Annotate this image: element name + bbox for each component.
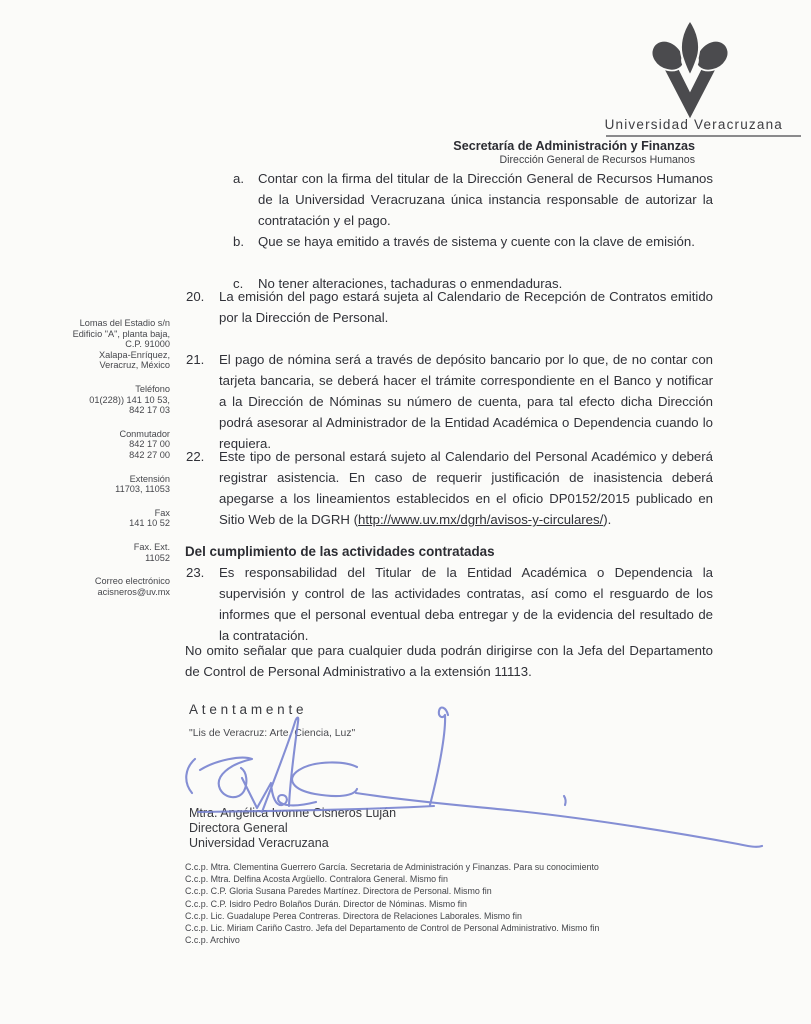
letterhead-rule: [606, 135, 801, 137]
signer-block: [189, 806, 396, 851]
list-marker: b.: [233, 234, 244, 249]
item-text: El pago de nómina será a través de depósito bancario por lo que, de no contar con tarjeta bancaria, se deberá hacer el trámite correspondiente en el Banco y notificar a la Dirección de Nóminas su número de cuenta, para tal efecto dicha Dirección podrá asesorar al Administrador de la Entidad Académica o Dependencia cuando lo requiera.: [219, 352, 713, 451]
contact-label: Conmutador: [119, 428, 170, 439]
numbered-item-22: [186, 446, 713, 530]
cc-line: C.c.p. Mtra. Delfina Acosta Argüello. Contralora General. Mismo fin: [185, 874, 448, 885]
item-number: 22.: [186, 449, 205, 464]
cc-line: C.c.p. C.P. Gloria Susana Paredes Martínez. Directora de Personal. Mismo fin: [185, 886, 492, 897]
contact-value: acisneros@uv.mx: [97, 586, 170, 597]
contact-label: Fax. Ext.: [133, 541, 170, 552]
section-heading: Del cumplimiento de las actividades contratadas: [185, 544, 495, 559]
address-line: Edificio "A", planta baja,: [72, 328, 170, 339]
item-text: [219, 446, 713, 530]
contact-label: Extensión: [129, 473, 170, 484]
cc-line: C.c.p. Mtra. Clementina Guerrero García. Secretaria de Administración y Finanzas. Para su conocimiento: [185, 862, 599, 872]
list-text: Contar con la firma del titular de la Dirección General de Recursos Humanos de la Universidad Veracruzana única instancia responsable de autorizar la contratación y el pago.: [258, 171, 713, 228]
list-item-a: [233, 168, 713, 231]
salutation: Atentamente: [189, 702, 308, 717]
contact-label: Correo electrónico: [94, 576, 170, 587]
address-line: Lomas del Estadio s/n: [79, 318, 170, 328]
signer-name: Mtra. Angélica Ivonne Cisneros Luján: [189, 806, 397, 820]
item-number: 21.: [186, 352, 205, 367]
item-number: 20.: [186, 289, 205, 304]
item-text: La emisión del pago estará sujeta al Calendario de Recepción de Contratos emitido por la Dirección de Personal.: [219, 289, 713, 325]
list-text: No tener alteraciones, tachaduras o enmendaduras.: [258, 276, 563, 291]
contact-value: 01(228)) 141 10 53,: [89, 394, 170, 405]
contact-value: 11703, 11053: [115, 484, 170, 495]
uv-fleur-de-lis-logo: [646, 20, 734, 120]
contact-block-telefono: [52, 384, 170, 416]
numbered-item-20: [186, 286, 713, 328]
contact-label: Teléfono: [135, 383, 170, 394]
contact-block-conmutador: [52, 429, 170, 461]
cc-list: [185, 861, 599, 946]
list-text: Que se haya emitido a través de sistema y cuente con la clave de emisión.: [258, 234, 695, 249]
contact-value: 842 17 00: [129, 439, 170, 450]
cc-line: C.c.p. Archivo: [185, 935, 240, 946]
cc-line: C.c.p. Lic. Guadalupe Perea Contreras. Directora de Relaciones Laborales. Mismo fin: [185, 910, 522, 921]
cc-line: C.c.p. Lic. Miriam Cariño Castro. Jefa del Departamento de Control de Personal Administrativo. Mismo fin: [185, 923, 600, 934]
university-wordmark: Universidad Veracruzana: [604, 117, 783, 132]
contact-value: 11052: [145, 552, 170, 563]
item-text-before-link: Este tipo de personal estará sujeto al Calendario del Personal Académico y deberá registrar asistencia. En caso de requerir justificación de inasistencia deberá apegarse a los lineamientos establecidos en el oficio DP0152/2015 publicado en Sitio Web de la DGRH (: [219, 449, 713, 527]
closing-paragraph: No omito señalar que para cualquier duda podrán dirigirse con la Jefa del Departamento de Control de Personal Administrativo a la extensión 11113.: [185, 643, 713, 679]
contact-block-email: [52, 576, 170, 597]
list-marker: a.: [233, 171, 244, 186]
office-name: Dirección General de Recursos Humanos: [499, 154, 695, 166]
letterhead-department-block: [453, 139, 695, 166]
department-name: Secretaría de Administración y Finanzas: [453, 139, 695, 153]
contact-value: 842 17 03: [129, 405, 170, 416]
contact-block-fax-ext: [52, 542, 170, 563]
list-item-b: [233, 231, 713, 252]
signer-title: Directora General: [189, 821, 288, 835]
letterhead-contact-sidebar: [52, 318, 170, 597]
address-line: Xalapa-Enríquez,: [99, 349, 170, 360]
cc-line: C.c.p. C.P. Isidro Pedro Bolaños Durán. Director de Nóminas. Mismo fin: [185, 898, 467, 909]
list-marker: c.: [233, 276, 244, 291]
contact-value: 842 27 00: [129, 449, 170, 460]
numbered-item-21: [186, 349, 713, 454]
address-line: C.P. 91000: [125, 339, 170, 350]
address-line: Veracruz, México: [99, 360, 170, 371]
item-text: Es responsabilidad del Titular de la Entidad Académica o Dependencia la supervisión y control de las actividades contratas, así como el resguardo de los informes que el personal eventual deba entregar y de la evidencia del resultado de la contratación.: [219, 565, 713, 643]
numbered-item-23: [186, 562, 713, 646]
item-number: 23.: [186, 565, 205, 580]
signer-institution: Universidad Veracruzana: [189, 836, 329, 850]
university-motto: "Lis de Veracruz: Arte, Ciencia, Luz": [189, 728, 356, 739]
contact-block-extension: [52, 474, 170, 495]
contact-block-fax: [52, 508, 170, 529]
dgrh-circulares-link[interactable]: http://www.uv.mx/dgrh/avisos-y-circulares/: [358, 512, 604, 527]
contact-label: Fax: [154, 507, 170, 518]
contact-value: 141 10 52: [129, 518, 170, 529]
item-text-after-link: ).: [603, 512, 612, 527]
